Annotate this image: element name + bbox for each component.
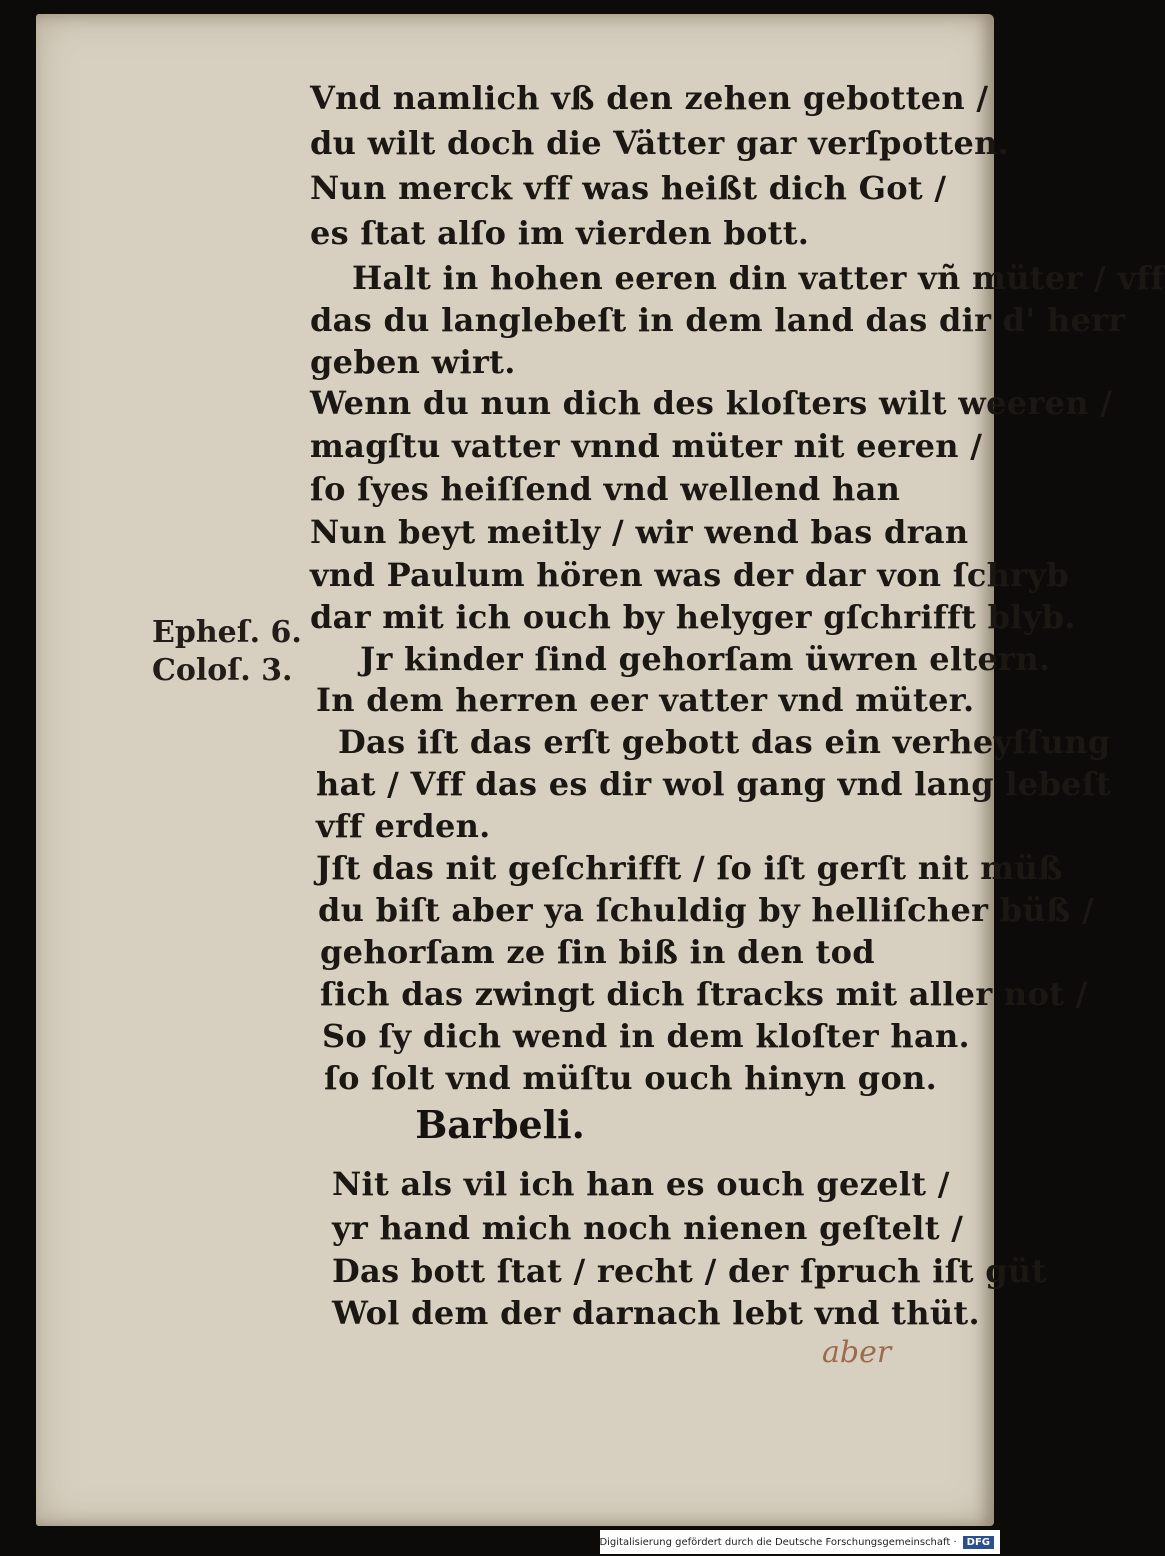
funding-credit: Digitalisierung gefördert durch die Deutsche Forschungsgemeinschaft · — [599, 1536, 957, 1548]
handwritten-note: aber — [822, 1335, 892, 1370]
text-line: das du langlebeſt in dem land das dir d' herr — [310, 301, 1126, 339]
text-line: ſo ſolt vnd müſtu ouch hinyn gon. — [324, 1059, 938, 1097]
dfg-logo: DFG — [963, 1536, 994, 1549]
text-line: dar mit ich ouch by helyger gſchrifft blyb. — [310, 598, 1076, 636]
text-line: Nun beyt meitly / wir wend bas dran — [310, 513, 969, 551]
margin-note-ephesians: Epheſ. 6. — [152, 615, 302, 650]
footer-bar — [600, 1530, 1000, 1554]
text-line: Das iſt das erſt gebott das ein verheyſſung — [338, 723, 1111, 761]
text-line: du biſt aber ya ſchuldig by helliſcher büß / — [318, 891, 1094, 929]
text-line: vnd Paulum hören was der dar von ſchryb — [310, 556, 1069, 594]
text-line: vff erden. — [316, 807, 491, 845]
text-line: Nun merck vff was heißt dich Got / — [310, 169, 947, 207]
text-line: ſo ſyes heiſſend vnd wellend han — [310, 470, 901, 508]
text-line: Nit als vil ich han es ouch gezelt / — [332, 1165, 950, 1203]
text-line: In dem herren eer vatter vnd müter. — [316, 681, 975, 719]
text-line: Jſt das nit geſchrifft / ſo iſt gerſt nit müß — [316, 849, 1063, 887]
text-line: yr hand mich noch nienen geſtelt / — [332, 1209, 964, 1247]
text-line: magſtu vatter vnnd müter nit eeren / — [310, 427, 983, 465]
text-line: du wilt doch die Vätter gar verſpotten. — [310, 124, 1010, 162]
text-line: geben wirt. — [310, 343, 516, 381]
text-line: Vnd namlich vß den zehen gebotten / — [310, 79, 989, 117]
text-line: Halt in hohen eeren din vatter vñ müter / vff — [352, 259, 1165, 297]
text-line: Wol dem der darnach lebt vnd thüt. — [332, 1294, 980, 1332]
text-line: Jr kinder ſind gehorſam üwren eltern. — [360, 640, 1051, 678]
margin-note-colossians: Coloſ. 3. — [152, 653, 293, 688]
text-line: Das bott ſtat / recht / der ſpruch iſt güt — [332, 1252, 1047, 1290]
text-line: ſich das zwingt dich ſtracks mit aller not / — [320, 975, 1088, 1013]
text-line: es ſtat alſo im vierden bott. — [310, 214, 810, 252]
text-line: gehorſam ze ſin biß in den tod — [320, 933, 875, 971]
text-line: So ſy dich wend in dem kloſter han. — [322, 1017, 970, 1055]
speaker-heading: Barbeli. — [415, 1102, 585, 1147]
text-line: hat / Vff das es dir wol gang vnd lang lebeſt — [316, 765, 1111, 803]
text-line: Wenn du nun dich des kloſters wilt weeren / — [310, 384, 1113, 422]
